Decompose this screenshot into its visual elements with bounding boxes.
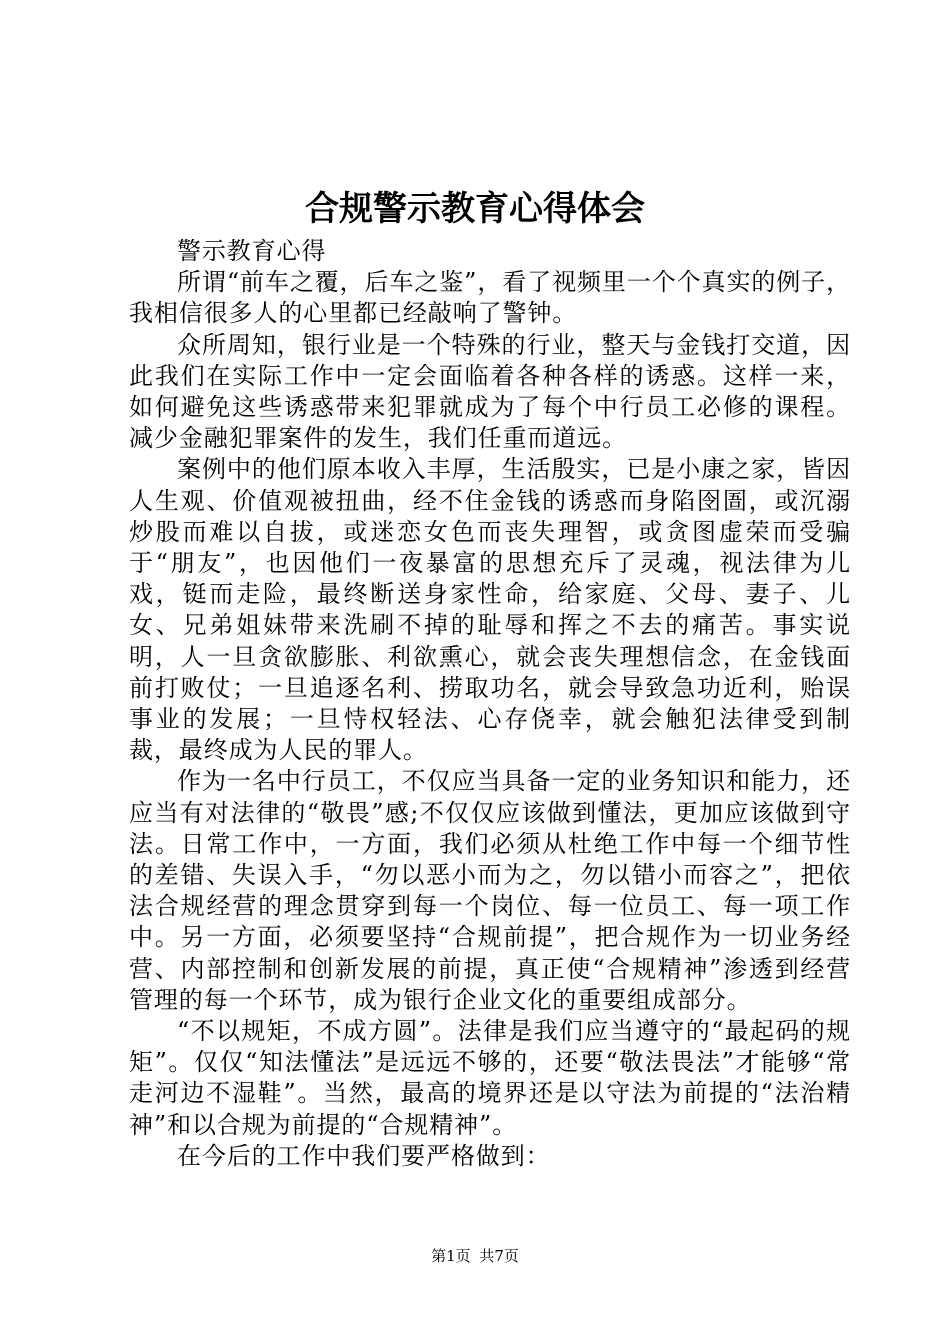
paragraph: 在今后的工作中我们要严格做到： <box>177 1141 551 1170</box>
page-total: 共7页 <box>479 1247 519 1265</box>
paragraph: 作为一名中行员工，不仅应当具备一定的业务知识和能力，还应当有对法律的“敬畏”感;不仅仅应该做到懂法，更加应该做到守法。日常工作中，一方面，我们必须从杜绝工作中每一个细节性的差错、失误入手，“勿以恶小而为之，勿以错小而容之”，把依法合规经营的理念贯穿到每一个岗位、每一位员工、每一项工作中。另一方面，必须要坚持“合规前提”，把合规作为一切业务经营、内部控制和创新发展的前提，真正使“合规精神”渗透到经营管理的每一个环节，成为银行企业文化的重要组成部分。 <box>129 767 851 1014</box>
paragraph-subtitle: 警示教育心得 <box>177 237 327 265</box>
page-footer <box>0 1246 950 1266</box>
page-title: 合规警示教育心得体会 <box>305 189 645 229</box>
page-number: 第1页 <box>431 1247 471 1265</box>
paragraph: 所谓“前车之覆，后车之鉴”，看了视频里一个个真实的例子，我相信很多人的心里都已经敲响了警钟。 <box>129 268 851 328</box>
paragraph: 案例中的他们原本收入丰厚，生活殷实，已是小康之家，皆因人生观、价值观被扭曲，经不住金钱的诱惑而身陷囹圄，或沉溺炒股而难以自拔，或迷恋女色而丧失理智，或贪图虚荣而受骗于“朋友”，也因他们一夜暴富的思想充斥了灵魂，视法律为儿戏，铤而走险，最终断送身家性命，给家庭、父母、妻子、儿女、兄弟姐妹带来洗刷不掉的耻辱和挥之不去的痛苦。事实说明，人一旦贪欲膨胀、利欲熏心，就会丧失理想信念，在金钱面前打败仗；一旦追逐名利、捞取功名，就会导致急功近利，贻误事业的发展；一旦恃权轻法、心存侥幸，就会触犯法律受到制裁，最终成为人民的罪人。 <box>129 455 851 765</box>
paragraph: “不以规矩，不成方圆”。法律是我们应当遵守的“最起码的规矩”。仅仅“知法懂法”是远远不够的，还要“敬法畏法”才能够“常走河边不湿鞋”。当然，最高的境界还是以守法为前提的“法治精神”和以合规为前提的“合规精神”。 <box>129 1017 851 1139</box>
paragraph: 众所周知，银行业是一个特殊的行业，整天与金钱打交道，因此我们在实际工作中一定会面临着各种各样的诱惑。这样一来，如何避免这些诱惑带来犯罪就成为了每个中行员工必修的课程。减少金融犯罪案件的发生，我们任重而道远。 <box>129 330 851 453</box>
document-body <box>129 236 851 1172</box>
